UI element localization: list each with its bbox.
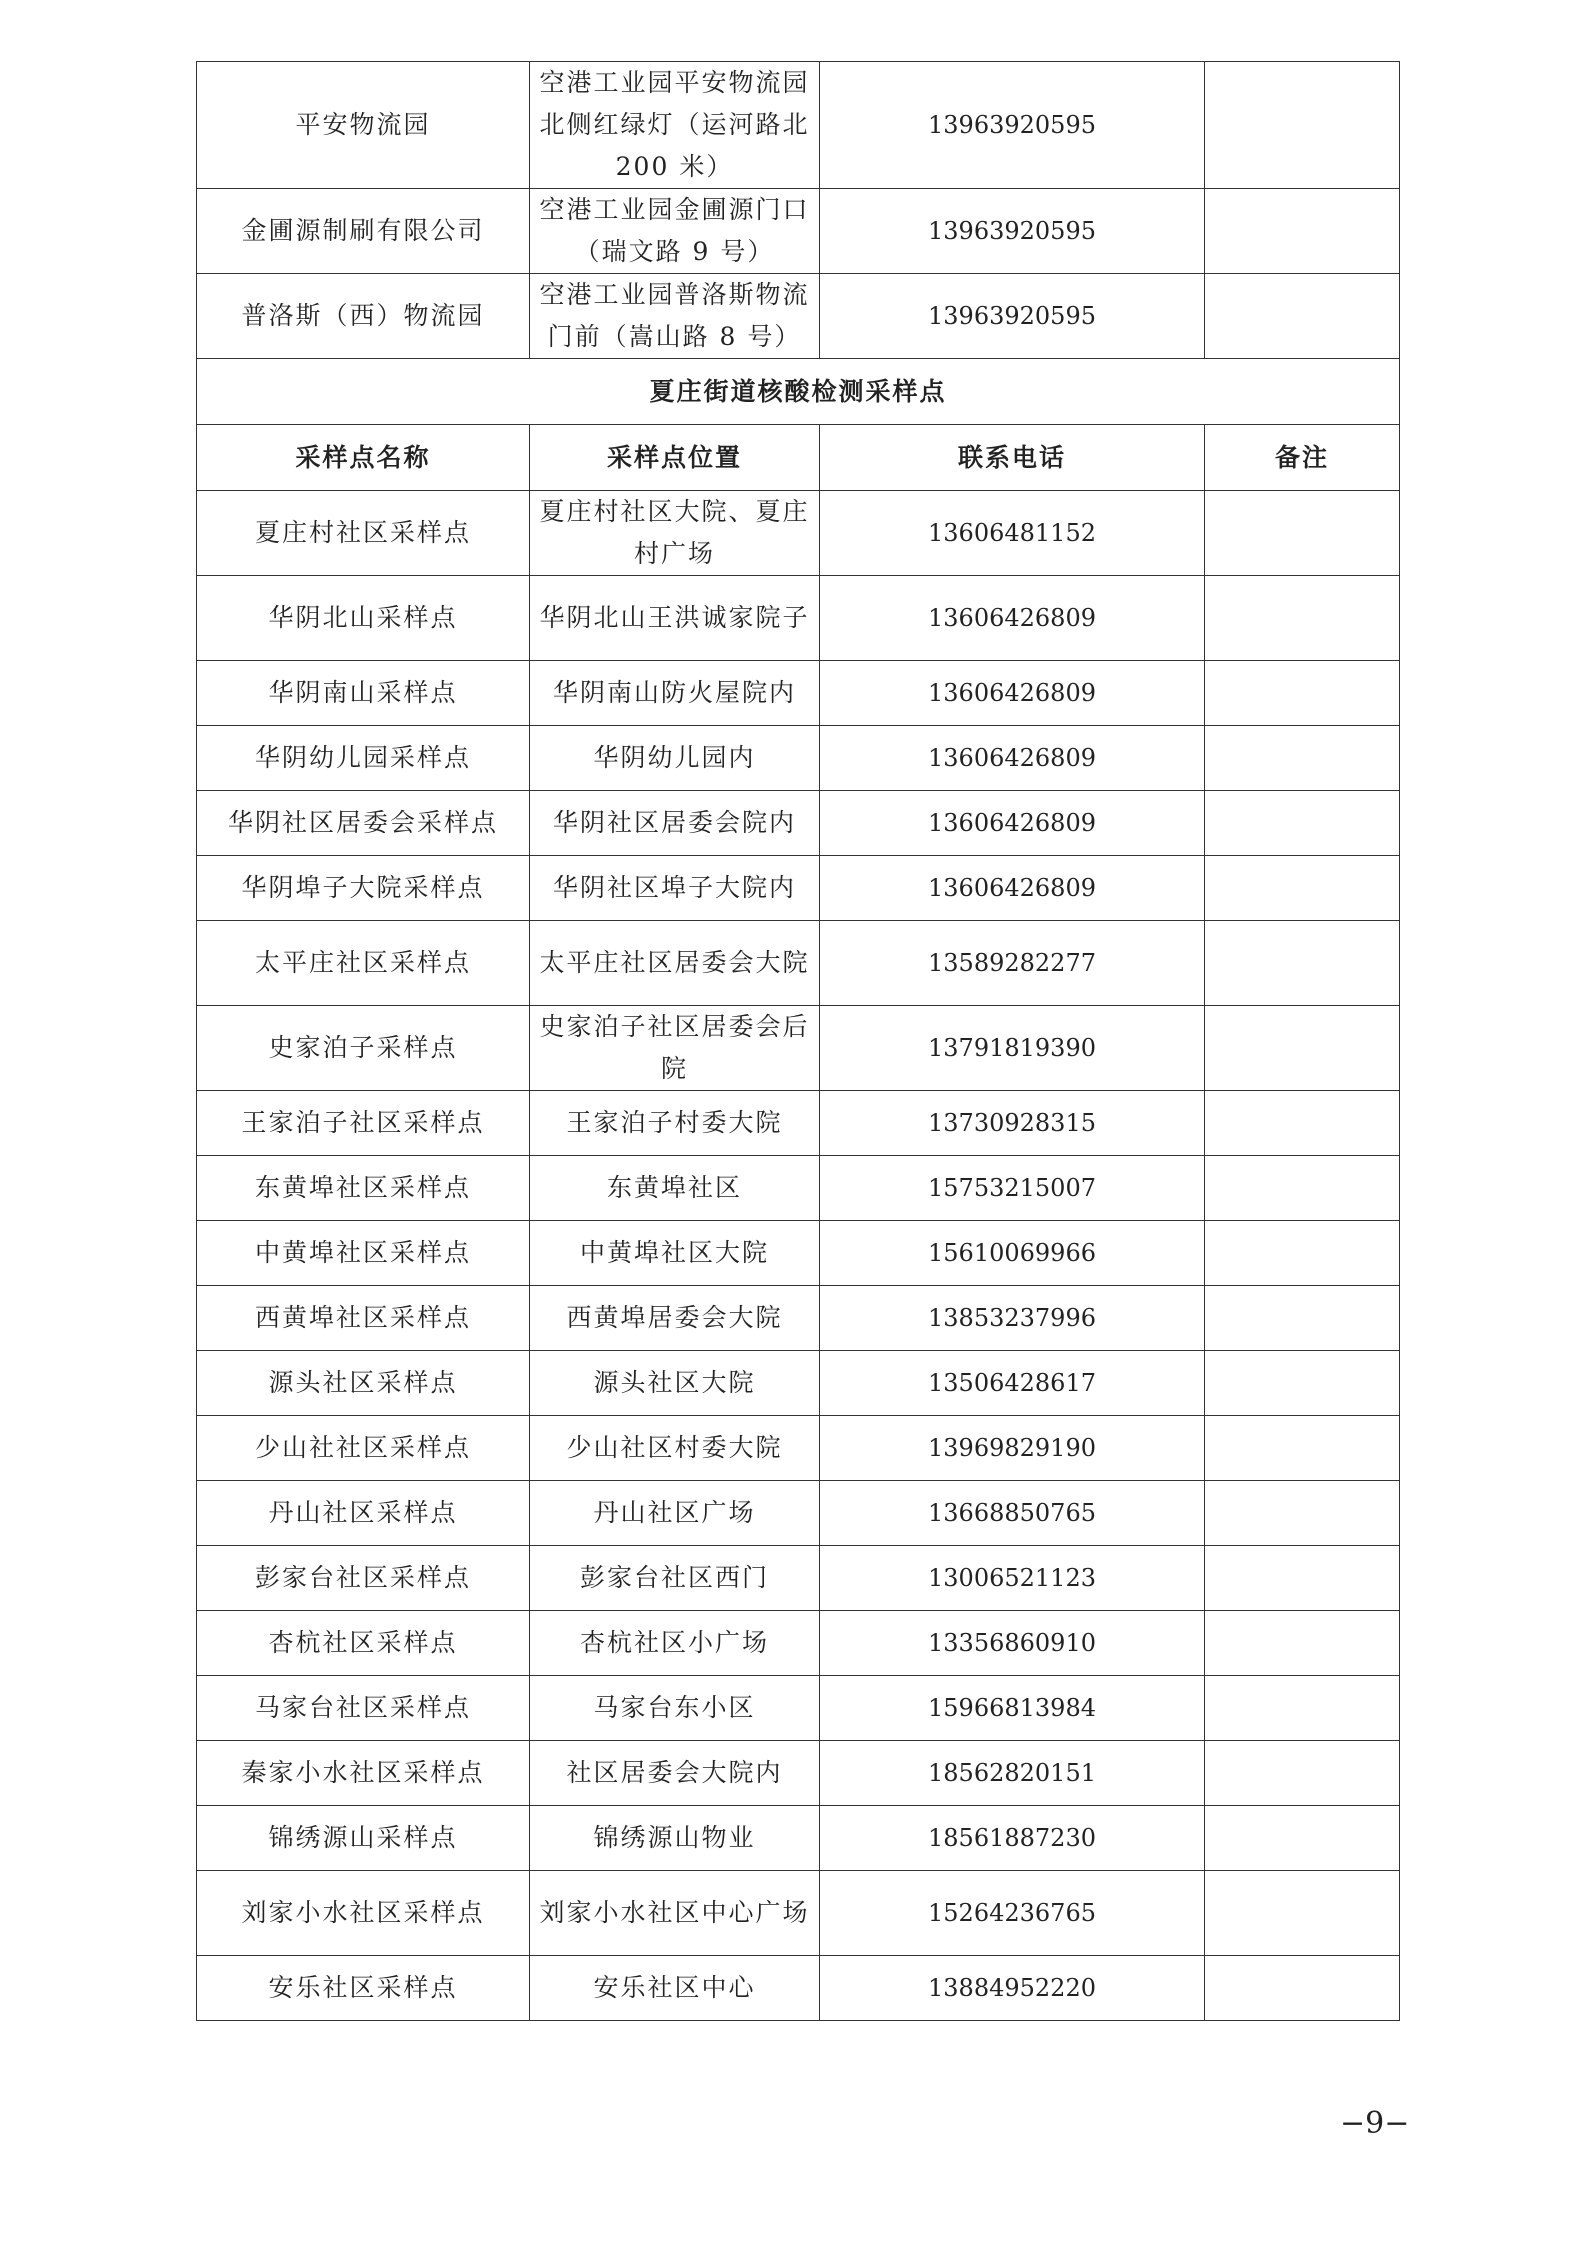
- table-row: [197, 1741, 1400, 1806]
- table-row: [197, 1806, 1400, 1871]
- site-name-cell: 西黄埠社区采样点: [197, 1286, 530, 1351]
- site-location-cell: 西黄埠居委会大院: [530, 1286, 820, 1351]
- site-note-cell: [1205, 1546, 1400, 1611]
- site-phone-cell: 13963920595: [820, 274, 1205, 359]
- site-phone-cell: 13606481152: [820, 491, 1205, 576]
- site-note-cell: [1205, 1611, 1400, 1676]
- site-phone-cell: 15264236765: [820, 1871, 1205, 1956]
- site-phone-cell: 13606426809: [820, 576, 1205, 661]
- site-name-cell: 华阴南山采样点: [197, 661, 530, 726]
- site-location-cell: 空港工业园普洛斯物流门前（嵩山路 8 号）: [530, 274, 820, 359]
- site-phone-cell: 13668850765: [820, 1481, 1205, 1546]
- table-row: [197, 921, 1400, 1006]
- site-location-cell: 安乐社区中心: [530, 1956, 820, 2021]
- table-row: [197, 856, 1400, 921]
- site-name-cell: 少山社社区采样点: [197, 1416, 530, 1481]
- site-phone-cell: 13506428617: [820, 1351, 1205, 1416]
- site-note-cell: [1205, 576, 1400, 661]
- site-phone-cell: 15966813984: [820, 1676, 1205, 1741]
- site-name-cell: 金圃源制刷有限公司: [197, 189, 530, 274]
- site-location-cell: 空港工业园平安物流园北侧红绿灯（运河路北 200 米）: [530, 62, 820, 189]
- site-name-cell: 王家泊子社区采样点: [197, 1091, 530, 1156]
- site-name-cell: 彭家台社区采样点: [197, 1546, 530, 1611]
- site-name-cell: 杏杭社区采样点: [197, 1611, 530, 1676]
- site-phone-cell: 13969829190: [820, 1416, 1205, 1481]
- site-phone-cell: 15610069966: [820, 1221, 1205, 1286]
- site-note-cell: [1205, 661, 1400, 726]
- table-row: [197, 1221, 1400, 1286]
- table-row: [197, 491, 1400, 576]
- site-phone-cell: 13606426809: [820, 661, 1205, 726]
- table-row: [197, 726, 1400, 791]
- site-phone-cell: 13853237996: [820, 1286, 1205, 1351]
- site-name-cell: 华阴社区居委会采样点: [197, 791, 530, 856]
- section-title: 夏庄街道核酸检测采样点: [197, 359, 1400, 425]
- table-row: [197, 1156, 1400, 1221]
- site-name-cell: 中黄埠社区采样点: [197, 1221, 530, 1286]
- section-title-row: [197, 359, 1400, 425]
- site-phone-cell: 13884952220: [820, 1956, 1205, 2021]
- site-location-cell: 丹山社区广场: [530, 1481, 820, 1546]
- site-phone-cell: 13606426809: [820, 791, 1205, 856]
- site-note-cell: [1205, 1481, 1400, 1546]
- table-row: [197, 274, 1400, 359]
- site-phone-cell: 18561887230: [820, 1806, 1205, 1871]
- site-name-cell: 史家泊子采样点: [197, 1006, 530, 1091]
- site-note-cell: [1205, 1286, 1400, 1351]
- table-row: [197, 1956, 1400, 2021]
- site-location-cell: 马家台东小区: [530, 1676, 820, 1741]
- site-location-cell: 华阴社区居委会院内: [530, 791, 820, 856]
- page-number: −9−: [1340, 2106, 1410, 2141]
- site-phone-cell: 13606426809: [820, 856, 1205, 921]
- site-location-cell: 锦绣源山物业: [530, 1806, 820, 1871]
- column-header-note: 备注: [1205, 425, 1400, 491]
- table-row: [197, 1676, 1400, 1741]
- site-note-cell: [1205, 1741, 1400, 1806]
- table-row: [197, 1091, 1400, 1156]
- site-note-cell: [1205, 1956, 1400, 2021]
- site-phone-cell: 15753215007: [820, 1156, 1205, 1221]
- table-row: [197, 1286, 1400, 1351]
- site-note-cell: [1205, 1871, 1400, 1956]
- site-name-cell: 安乐社区采样点: [197, 1956, 530, 2021]
- site-location-cell: 华阴社区埠子大院内: [530, 856, 820, 921]
- site-name-cell: 东黄埠社区采样点: [197, 1156, 530, 1221]
- site-name-cell: 丹山社区采样点: [197, 1481, 530, 1546]
- table-row: [197, 1611, 1400, 1676]
- site-location-cell: 史家泊子社区居委会后院: [530, 1006, 820, 1091]
- site-note-cell: [1205, 1806, 1400, 1871]
- site-name-cell: 华阴幼儿园采样点: [197, 726, 530, 791]
- site-name-cell: 锦绣源山采样点: [197, 1806, 530, 1871]
- site-phone-cell: 13606426809: [820, 726, 1205, 791]
- site-note-cell: [1205, 274, 1400, 359]
- sampling-sites-table: [196, 61, 1400, 2021]
- site-location-cell: 刘家小水社区中心广场: [530, 1871, 820, 1956]
- site-note-cell: [1205, 1091, 1400, 1156]
- site-note-cell: [1205, 189, 1400, 274]
- table-row: [197, 576, 1400, 661]
- header-row: [197, 425, 1400, 491]
- site-note-cell: [1205, 726, 1400, 791]
- site-note-cell: [1205, 1351, 1400, 1416]
- site-location-cell: 社区居委会大院内: [530, 1741, 820, 1806]
- site-location-cell: 华阴幼儿园内: [530, 726, 820, 791]
- site-note-cell: [1205, 856, 1400, 921]
- site-phone-cell: 13963920595: [820, 62, 1205, 189]
- site-phone-cell: 13791819390: [820, 1006, 1205, 1091]
- column-header-phone: 联系电话: [820, 425, 1205, 491]
- site-note-cell: [1205, 1676, 1400, 1741]
- site-location-cell: 王家泊子村委大院: [530, 1091, 820, 1156]
- site-name-cell: 平安物流园: [197, 62, 530, 189]
- site-phone-cell: 18562820151: [820, 1741, 1205, 1806]
- site-note-cell: [1205, 1416, 1400, 1481]
- site-phone-cell: 13006521123: [820, 1546, 1205, 1611]
- column-header-location: 采样点位置: [530, 425, 820, 491]
- site-name-cell: 秦家小水社区采样点: [197, 1741, 530, 1806]
- site-phone-cell: 13963920595: [820, 189, 1205, 274]
- site-note-cell: [1205, 1221, 1400, 1286]
- table-row: [197, 1351, 1400, 1416]
- site-name-cell: 马家台社区采样点: [197, 1676, 530, 1741]
- site-location-cell: 空港工业园金圃源门口（瑞文路 9 号）: [530, 189, 820, 274]
- site-name-cell: 夏庄村社区采样点: [197, 491, 530, 576]
- column-header-name: 采样点名称: [197, 425, 530, 491]
- table-row: [197, 1416, 1400, 1481]
- site-phone-cell: 13589282277: [820, 921, 1205, 1006]
- site-phone-cell: 13356860910: [820, 1611, 1205, 1676]
- table-row: [197, 62, 1400, 189]
- site-location-cell: 太平庄社区居委会大院: [530, 921, 820, 1006]
- site-location-cell: 东黄埠社区: [530, 1156, 820, 1221]
- table-row: [197, 1481, 1400, 1546]
- site-note-cell: [1205, 791, 1400, 856]
- site-phone-cell: 13730928315: [820, 1091, 1205, 1156]
- site-location-cell: 夏庄村社区大院、夏庄村广场: [530, 491, 820, 576]
- site-name-cell: 华阴北山采样点: [197, 576, 530, 661]
- site-note-cell: [1205, 491, 1400, 576]
- table-body: [197, 62, 1400, 2021]
- site-name-cell: 太平庄社区采样点: [197, 921, 530, 1006]
- site-location-cell: 少山社区村委大院: [530, 1416, 820, 1481]
- site-location-cell: 杏杭社区小广场: [530, 1611, 820, 1676]
- site-location-cell: 源头社区大院: [530, 1351, 820, 1416]
- site-name-cell: 普洛斯（西）物流园: [197, 274, 530, 359]
- site-location-cell: 华阴南山防火屋院内: [530, 661, 820, 726]
- site-name-cell: 华阴埠子大院采样点: [197, 856, 530, 921]
- table-row: [197, 1546, 1400, 1611]
- site-location-cell: 彭家台社区西门: [530, 1546, 820, 1611]
- table-row: [197, 1006, 1400, 1091]
- site-note-cell: [1205, 1156, 1400, 1221]
- table-row: [197, 1871, 1400, 1956]
- site-location-cell: 中黄埠社区大院: [530, 1221, 820, 1286]
- site-name-cell: 刘家小水社区采样点: [197, 1871, 530, 1956]
- site-note-cell: [1205, 1006, 1400, 1091]
- table-row: [197, 189, 1400, 274]
- table-row: [197, 791, 1400, 856]
- site-note-cell: [1205, 62, 1400, 189]
- site-note-cell: [1205, 921, 1400, 1006]
- site-name-cell: 源头社区采样点: [197, 1351, 530, 1416]
- site-location-cell: 华阴北山王洪诚家院子: [530, 576, 820, 661]
- table-row: [197, 661, 1400, 726]
